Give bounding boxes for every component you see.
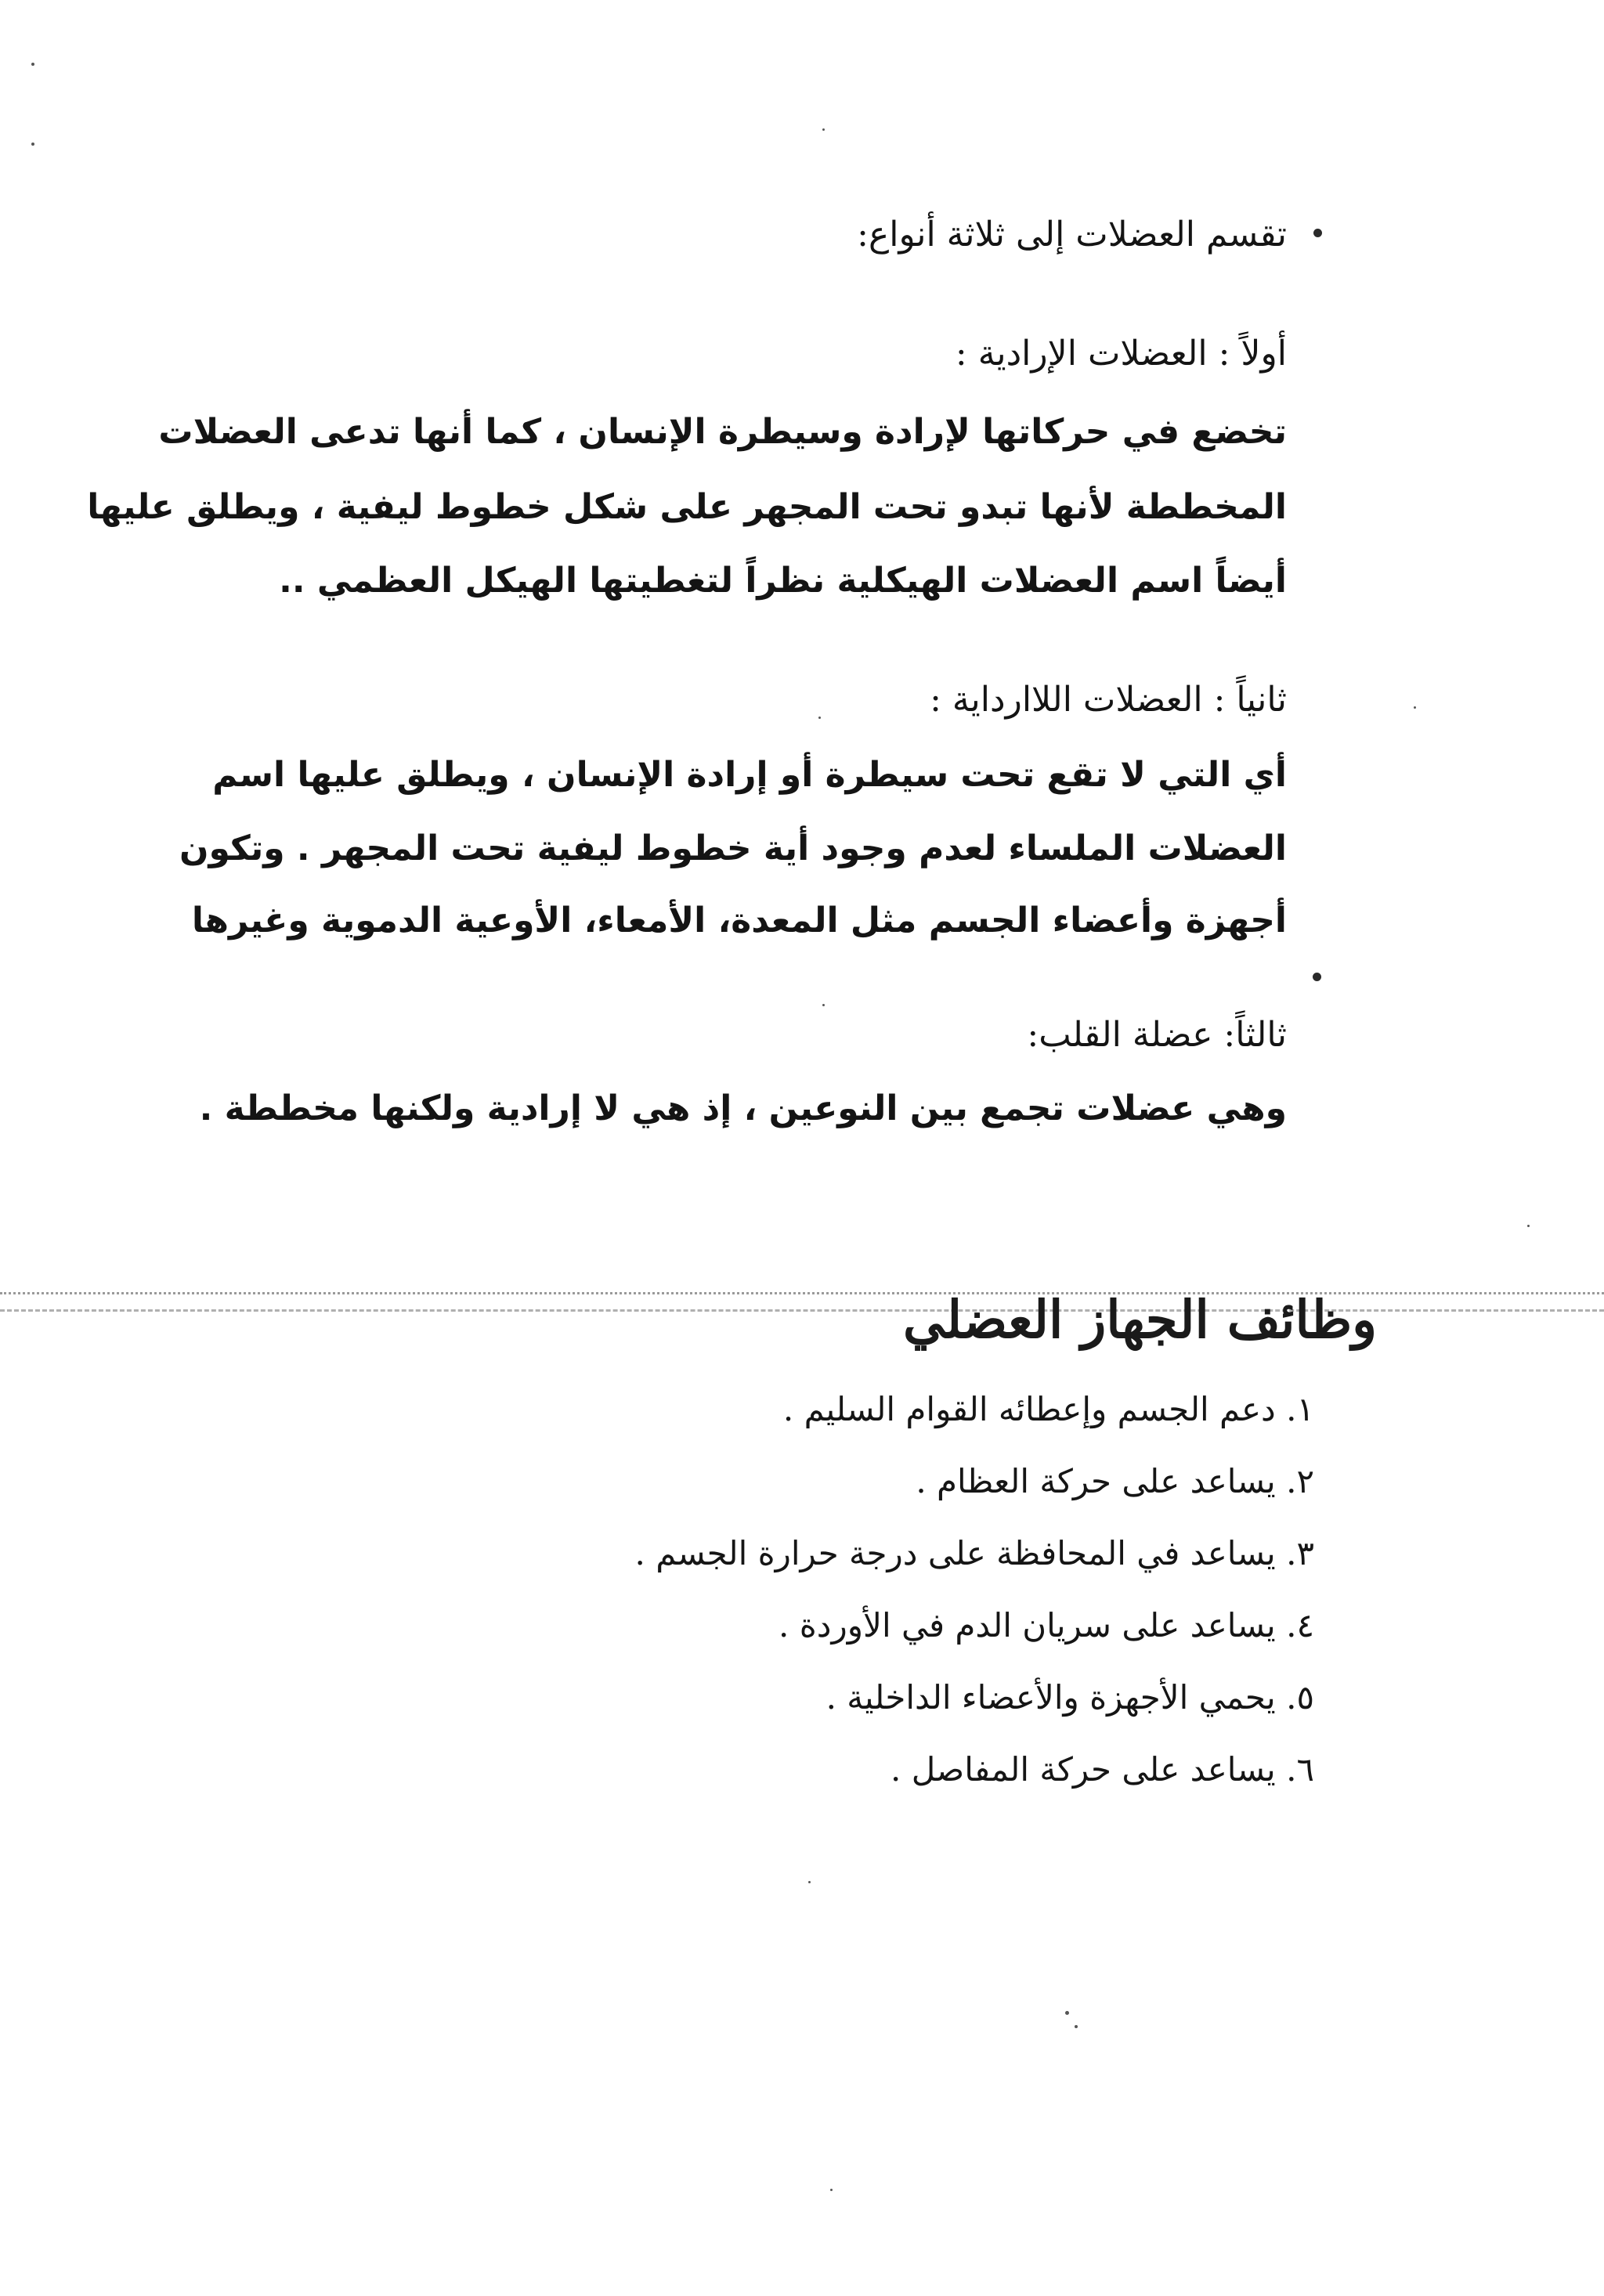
scan-speck: [1075, 2025, 1078, 2028]
scan-speck: [830, 2189, 833, 2191]
section3-heading: ثالثاً: عضلة القلب:: [1027, 1015, 1287, 1055]
scan-speck: [31, 63, 34, 66]
scan-speck: [822, 128, 825, 131]
list-item: ٢. يساعد على حركة العظام .: [916, 1462, 1314, 1500]
list-item: ٣. يساعد في المحافظة على درجة حرارة الجسم .: [634, 1534, 1314, 1572]
scan-speck: [818, 717, 821, 719]
list-item: ٥. يحمي الأجهزة والأعضاء الداخلية .: [825, 1678, 1314, 1717]
list-item: ٦. يساعد على حركة المفاصل .: [891, 1750, 1314, 1789]
section1-line-3: أيضاً اسم العضلات الهيكلية نظراً لتغطيتها الهيكل العظمي ..: [279, 561, 1287, 601]
scan-speck: [1527, 1225, 1530, 1227]
bullet-icon: [1313, 973, 1321, 981]
bullet-icon: [1313, 229, 1322, 237]
scan-speck: [808, 1881, 811, 1883]
section3-line-1: وهي عضلات تجمع بين النوعين ، إذ هي لا إرادية ولكنها مخططة .: [199, 1088, 1287, 1128]
intro-text: تقسم العضلات إلى ثلاثة أنواع:: [857, 215, 1287, 255]
scan-speck: [1414, 706, 1416, 709]
list-item: ٤. يساعد على سريان الدم في الأوردة .: [779, 1606, 1314, 1644]
list-item: ١. دعم الجسم وإعطائه القوام السليم .: [782, 1390, 1314, 1428]
section2-line-2: العضلات الملساء لعدم وجود أية خطوط ليفية تحت المجهر . وتكون: [179, 829, 1287, 868]
section1-line-1: تخضع في حركاتها لإرادة وسيطرة الإنسان ، كما أنها تدعى العضلات: [158, 412, 1287, 452]
functions-title: وظائف الجهاز العضلي: [903, 1289, 1377, 1350]
section1-line-2: المخططة لأنها تبدو تحت المجهر على شكل خطوط ليفية ، ويطلق عليها: [87, 487, 1287, 527]
section2-heading: ثانياً : العضلات اللاارداية :: [930, 680, 1287, 720]
scan-speck: [31, 143, 34, 146]
scan-speck: [1065, 2011, 1069, 2015]
scan-speck: [822, 1004, 825, 1006]
section2-line-1: أي التي لا تقع تحت سيطرة أو إرادة الإنسان ، ويطلق عليها اسم: [212, 755, 1287, 795]
section1-heading: أولاً : العضلات الإرادية :: [955, 334, 1287, 374]
section2-line-3: أجهزة وأعضاء الجسم مثل المعدة، الأمعاء، الأوعية الدموية وغيرها: [191, 901, 1287, 940]
